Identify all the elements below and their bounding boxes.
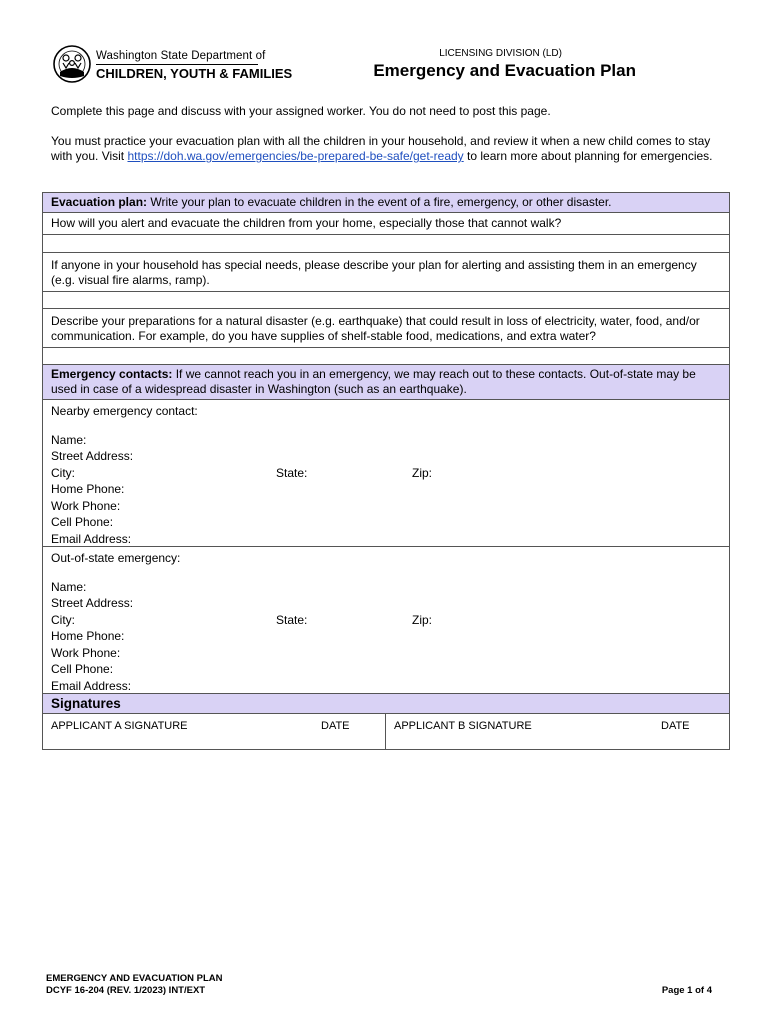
doh-get-ready-link[interactable]: https://doh.wa.gov/emergencies/be-prepared-be-safe/get-ready (127, 149, 464, 163)
page-number: Page 1 of 4 (661, 985, 712, 996)
plan-form (42, 192, 730, 750)
logo-agency-line: Washington State Department of (96, 50, 266, 62)
nearby-cell-phone-label: Cell Phone: (51, 515, 114, 529)
nearby-city-state-zip (51, 465, 721, 482)
applicant-a-signature-field[interactable] (43, 714, 385, 749)
applicant-b-signature-label: APPLICANT B SIGNATURE (394, 720, 532, 732)
question-natural-disaster: Describe your preparations for a natural disaster (e.g. earthquake) that could result in loss of electricity, water, food, and/or communication. For example, do you have supplies of shelf-stable food, medications, and extra water? (43, 308, 729, 347)
answer-natural-disaster-field[interactable] (43, 347, 729, 364)
page-title: Emergency and Evacuation Plan (373, 61, 636, 80)
nearby-email-label: Email Address: (51, 531, 132, 546)
out-of-state-home-phone-label: Home Phone: (51, 629, 125, 643)
applicant-a-date-label: DATE (321, 720, 350, 732)
nearby-contact-section[interactable] (43, 399, 729, 546)
nearby-city-label: City: (51, 465, 75, 480)
footer-form-title: EMERGENCY AND EVACUATION PLAN (46, 973, 223, 984)
nearby-state-label: State: (276, 465, 308, 480)
out-of-state-contact-section[interactable] (43, 546, 729, 693)
out-of-state-name-label: Name: (51, 579, 87, 594)
logo-divider (96, 64, 258, 65)
out-of-state-cell-phone-label: Cell Phone: (51, 662, 114, 676)
nearby-name-label: Name: (51, 432, 87, 447)
applicant-b-date-label: DATE (661, 720, 690, 732)
intro-paragraph-2 (51, 134, 726, 164)
question-alert-evacuate: How will you alert and evacuate the children from your home, especially those that cannot walk? (43, 212, 729, 234)
answer-special-needs-field[interactable] (43, 291, 729, 308)
nearby-zip-label: Zip: (412, 465, 433, 480)
answer-alert-evacuate-field[interactable] (43, 234, 729, 252)
question-special-needs: If anyone in your household has special needs, please describe your plan for alerting and assisting them in an emergency (e.g. visual fire alarms, ramp). (43, 252, 729, 291)
out-of-state-zip-label: Zip: (412, 612, 433, 627)
evacuation-plan-label: Evacuation plan: (51, 195, 148, 209)
intro-text-after: to learn more about planning for emergencies. (463, 149, 713, 163)
nearby-home-phone-label: Home Phone: (51, 482, 125, 496)
out-of-state-contact-title: Out-of-state emergency: (51, 551, 181, 565)
logo-department-line: CHILDREN, YOUTH & FAMILIES (96, 66, 293, 81)
footer-form-number: DCYF 16-204 (REV. 1/2023) INT/EXT (46, 985, 206, 996)
emergency-contacts-label: Emergency contacts: (51, 367, 173, 381)
division-label: LICENSING DIVISION (LD) (439, 48, 562, 59)
emergency-contacts-header (43, 364, 729, 399)
signatures-header: Signatures (43, 693, 729, 713)
out-of-state-work-phone-label: Work Phone: (51, 645, 121, 660)
intro-paragraph-1: Complete this page and discuss with your assigned worker. You do not need to post this page. (51, 104, 551, 118)
dcyf-emblem-icon (52, 44, 92, 84)
evacuation-plan-header (43, 193, 729, 212)
evacuation-plan-instructions: Write your plan to evacuate children in the event of a fire, emergency, or other disaster. (147, 195, 612, 209)
applicant-b-signature-field[interactable] (385, 714, 729, 749)
nearby-work-phone-label: Work Phone: (51, 498, 121, 513)
nearby-street-label: Street Address: (51, 449, 134, 463)
agency-logo (52, 44, 293, 86)
out-of-state-city-label: City: (51, 612, 75, 627)
emergency-contacts-instructions: If we cannot reach you in an emergency, we may reach out to these contacts. Out-of-state may be used in case of a widespread disaster in Washington (such as an earthquake). (51, 367, 696, 396)
signatures-row (43, 713, 729, 749)
nearby-contact-title: Nearby emergency contact: (51, 404, 198, 418)
out-of-state-email-label: Email Address: (51, 678, 132, 693)
out-of-state-street-label: Street Address: (51, 596, 134, 610)
out-of-state-state-label: State: (276, 612, 308, 627)
out-of-state-city-state-zip (51, 612, 721, 629)
applicant-a-signature-label: APPLICANT A SIGNATURE (51, 720, 188, 732)
form-footer (46, 973, 222, 997)
intro-text-before: You must practice your evacuation plan with all the children in your household, and review it when a new child comes to stay with you. Visit (51, 134, 711, 163)
